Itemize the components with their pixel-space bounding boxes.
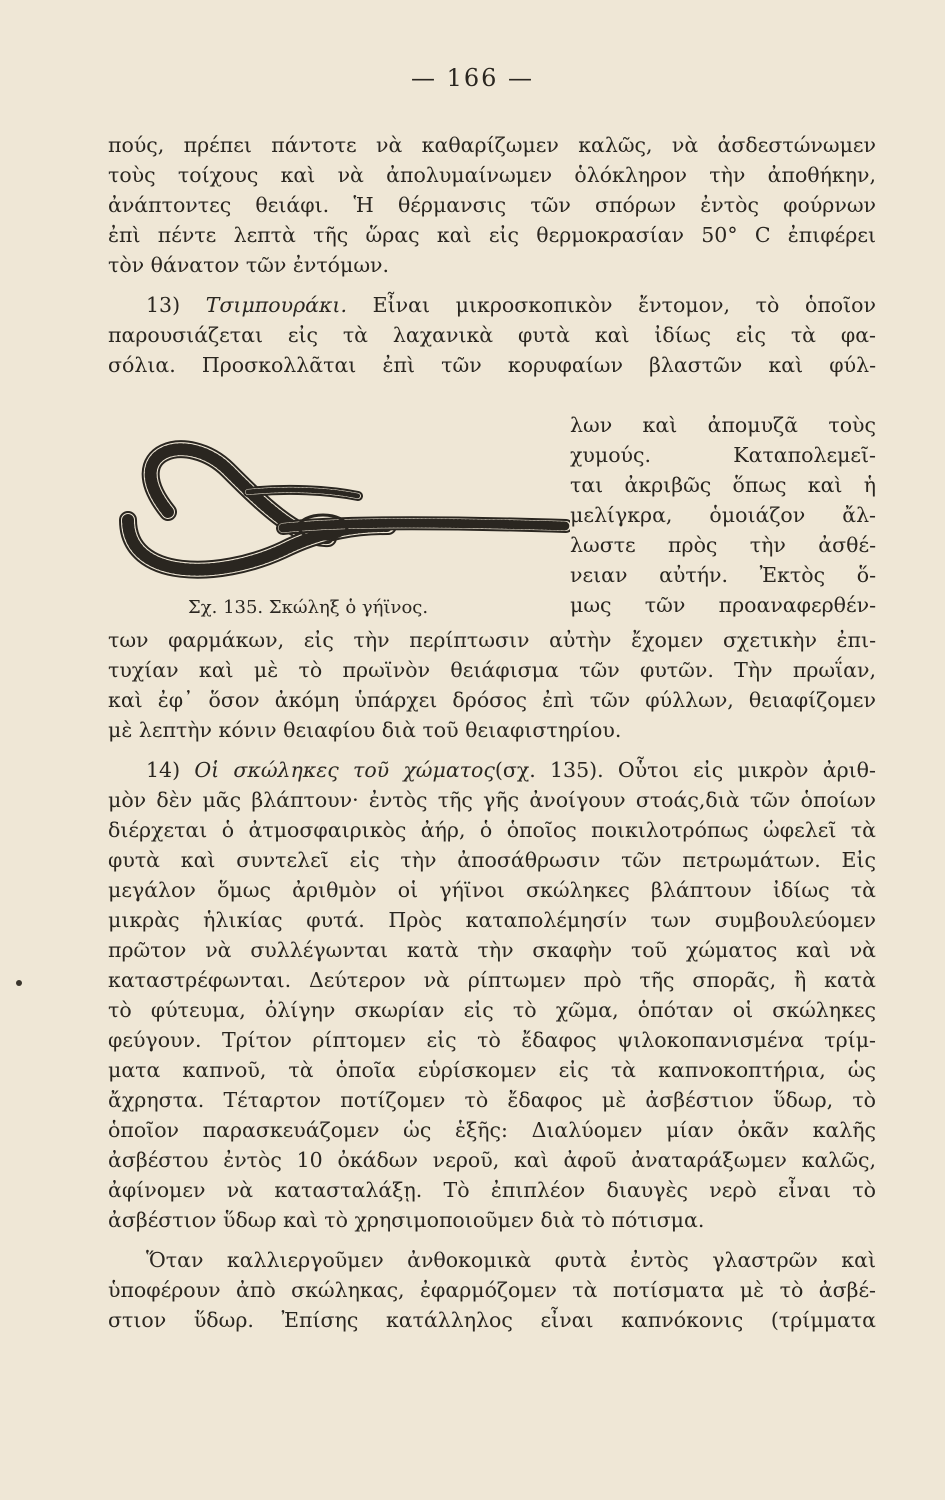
earthworm-figure: [108, 430, 570, 625]
text-line: μικρὰς ἡλικίας φυτά. Πρὸς καταπολέμησίν των συμβουλεύομεν: [108, 908, 876, 932]
text-line: ἀνάπτοντες θειάφι. Ἡ θέρμανσις τῶν σπόρων ἐντὸς φούρνων: [108, 193, 876, 217]
text-line: μως τῶν προαναφερθέν-: [570, 593, 876, 617]
item-14-heading-line: [146, 755, 876, 785]
text-line: πρῶτον νὰ συλλέγωνται κατὰ τὴν σκαφὴν τοῦ χώματος καὶ νὰ: [108, 938, 876, 962]
earthworm-illustration: [108, 430, 570, 605]
item-14-figure-ref: (σχ. 135).: [494, 758, 604, 782]
text-line: ὁποῖον παρασκευάζομεν ὡς ἑξῆς: Διαλύομεν μίαν ὀκᾶν καλῆς: [108, 1118, 876, 1142]
text-line: των φαρμάκων, εἰς τὴν περίπτωσιν αὐτὴν ἔχομεν σχετικὴν ἐπι-: [108, 628, 876, 652]
item-14-text: Οὗτοι εἰς μικρὸν ἀριθ-: [617, 758, 876, 782]
text-line: φεύγουν. Τρίτον ρίπτομεν εἰς τὸ ἔδαφος ψιλοκοπανισμένα τρίμ-: [108, 1028, 876, 1052]
text-line: ἀφίνομεν νὰ κατασταλάξῃ. Τὸ ἐπιπλέον διαυγὲς νερὸ εἶναι τὸ: [108, 1178, 876, 1202]
text-line: ματα καπνοῦ, τὰ ὁποῖα εὑρίσκομεν εἰς τὰ καπνοκοπτήρια, ὡς: [108, 1058, 876, 1082]
text-line: τὸ φύτευμα, ὀλίγην σκωρίαν εἰς τὸ χῶμα, ὁπόταν οἱ σκώληκες: [108, 998, 876, 1022]
page-number: — 166 —: [410, 64, 535, 92]
text-line: καὶ ἐφ᾽ ὅσον ἀκόμη ὑπάρχει δρόσος ἐπὶ τῶν φύλλων, θειαφίζομεν: [108, 688, 876, 712]
figure-caption: Σχ. 135. Σκώληξ ὁ γήϊνος.: [188, 597, 429, 618]
text-line: μὲ λεπτὴν κόνιν θειαφίου διὰ τοῦ θειαφιστηρίου.: [108, 718, 622, 742]
margin-dot-mark: [16, 980, 22, 986]
text-line: μεγάλον ὅμως ἀριθμὸν οἱ γήϊνοι σκώληκες βλάπτουν ἰδίως τὰ: [108, 878, 876, 902]
text-line: ὑποφέρουν ἀπὸ σκώληκας, ἐφαρμόζομεν τὰ ποτίσματα μὲ τὸ ἀσβέ-: [108, 1278, 876, 1302]
text-line: στιον ὕδωρ. Ἐπίσης κατάλληλος εἶναι καπνόκονις (τρίμματα: [108, 1308, 876, 1332]
text-line: ἄχρηστα. Τέταρτον ποτίζομεν τὸ ἔδαφος μὲ ἀσβέστιον ὕδωρ, τὸ: [108, 1088, 876, 1112]
text-line: τυχίαν καὶ μὲ τὸ πρωϊνὸν θειάφισμα τῶν φυτῶν. Τὴν πρωΐαν,: [108, 658, 876, 682]
text-line: τοὺς τοίχους καὶ νὰ ἀπολυμαίνωμεν ὁλόκληρον τὴν ἀποθήκην,: [108, 163, 876, 187]
text-line: λωστε πρὸς τὴν ἀσθέ-: [570, 533, 876, 557]
text-line: νειαν αὐτήν. Ἐκτὸς ὅ-: [570, 563, 876, 587]
text-line: λων καὶ ἀπομυζᾶ τοὺς: [570, 413, 876, 437]
item-13-heading-line: [146, 290, 876, 320]
item-14-title: Οἱ σκώληκες τοῦ χώματος: [194, 758, 495, 782]
item-13-title: Τσιμπουράκι.: [205, 293, 347, 317]
text-line: ἐπὶ πέντε λεπτὰ τῆς ὥρας καὶ εἰς θερμοκρασίαν 50° C ἐπιφέρει: [108, 223, 876, 247]
text-line: πούς, πρέπει πάντοτε νὰ καθαρίζωμεν καλῶς, νὰ ἀσδεστώνωμεν: [108, 133, 876, 157]
text-line: χυμούς. Καταπολεμεῖ-: [570, 443, 876, 467]
text-line: τὸν θάνατον τῶν ἐντόμων.: [108, 253, 390, 277]
text-line: σόλια. Προσκολλᾶται ἐπὶ τῶν κορυφαίων βλαστῶν καὶ φύλ-: [108, 353, 876, 377]
text-line: διέρχεται ὁ ἀτμοσφαιρικὸς ἀήρ, ὁ ὁποῖος ποικιλοτρόπως ὠφελεῖ τὰ: [108, 818, 876, 842]
text-line: ται ἀκριβῶς ὅπως καὶ ἡ: [570, 473, 876, 497]
item-14-number: 14): [146, 758, 181, 782]
text-line: παρουσιάζεται εἰς τὰ λαχανικὰ φυτὰ καὶ ἰδίως εἰς τὰ φα-: [108, 323, 876, 347]
text-line: ἀσβέστιον ὕδωρ καὶ τὸ χρησιμοποιοῦμεν διὰ τὸ πότισμα.: [108, 1208, 705, 1232]
text-line: καταστρέφωνται. Δεύτερον νὰ ρίπτωμεν πρὸ τῆς σπορᾶς, ἢ κατὰ: [108, 968, 876, 992]
text-line: Ὅταν καλλιεργοῦμεν ἀνθοκομικὰ φυτὰ ἐντὸς γλαστρῶν καὶ: [146, 1248, 876, 1272]
text-line: μὸν δὲν μᾶς βλάπτουν· ἐντὸς τῆς γῆς ἀνοίγουν στοάς,διὰ τῶν ὁποίων: [108, 788, 876, 812]
item-13-number: 13): [146, 293, 181, 317]
item-13-text: Εἶναι μικροσκοπικὸν ἔντομον, τὸ ὁποῖον: [372, 293, 876, 317]
text-line: ἀσβέστου ἐντὸς 10 ὀκάδων νεροῦ, καὶ ἀφοῦ ἀναταράξωμεν καλῶς,: [108, 1148, 876, 1172]
text-line: φυτὰ καὶ συντελεῖ εἰς τὴν ἀποσάθρωσιν τῶν πετρωμάτων. Εἰς: [108, 848, 876, 872]
text-line: μελίγκρα, ὁμοιάζον ἄλ-: [570, 503, 876, 527]
